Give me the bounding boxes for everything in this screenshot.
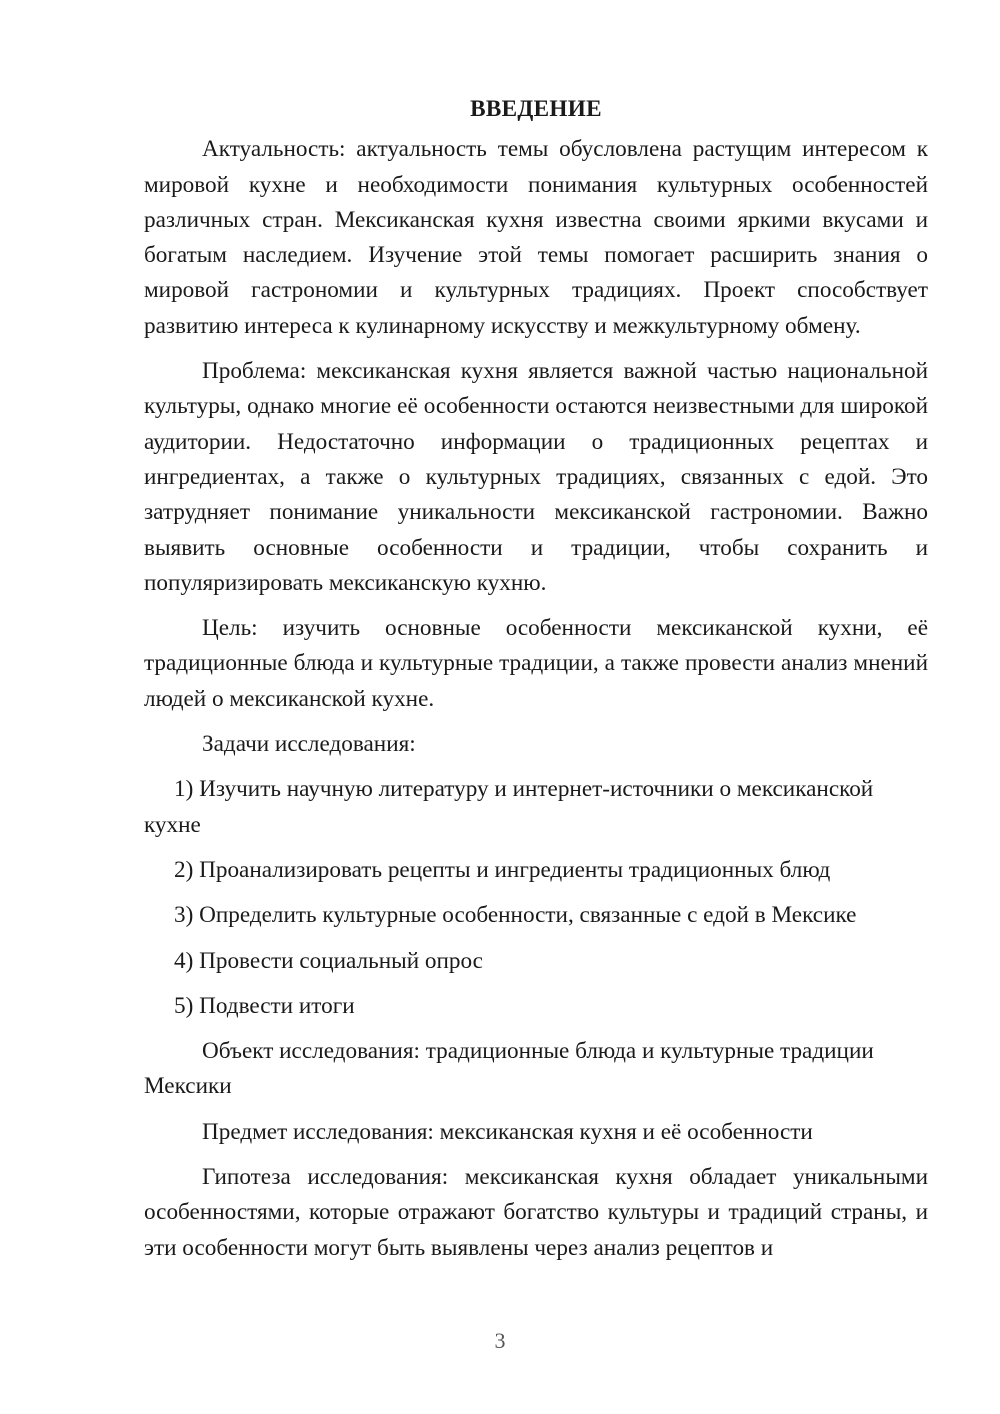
task-item-4: 4) Провести социальный опрос [174,947,483,974]
relevance-paragraph: Актуальность: актуальность темы обусловлена растущим интересом к мировой кухне и необходимости понимания культурных особенностей различных стран. Мексиканская кухня известна своими яркими вкусами и богатым наследием. Изучение этой темы помогает расширить знания о мировой гастрономии и культурных традициях. Проект способствует развитию интереса к кулинарному искусству и межкультурному обмену. [144,136,928,339]
goal-paragraph: Цель: изучить основные особенности мексиканской кухни, её традиционные блюда и культурные традиции, а также провести анализ мнений людей о мексиканской кухне. [144,615,928,712]
object-paragraph: Объект исследования: традиционные блюда и культурные традиции Мексики [144,1038,874,1100]
task-item-1: 1) Изучить научную литературу и интернет-источники о мексиканской кухне [144,776,874,838]
page-title: ВВЕДЕНИЕ [470,96,602,122]
subject-paragraph: Предмет исследования: мексиканская кухня и её особенности [202,1118,813,1145]
task-item-5: 5) Подвести итоги [174,992,355,1019]
document-page [144,92,928,1276]
problem-paragraph: Проблема: мексиканская кухня является важной частью национальной культуры, однако многие её особенности остаются неизвестными для широкой аудитории. Недостаточно информации о традиционных рецептах и ингредиентах, а также о культурных традициях, связанных с едой. Это затрудняет понимание уникальности мексиканской гастрономии. Важно выявить основные особенности и традиции, чтобы сохранить и популяризировать мексиканскую кухню. [144,358,928,596]
tasks-heading: Задачи исследования: [202,731,416,758]
task-item-2: 2) Проанализировать рецепты и ингредиенты традиционных блюд [174,856,831,883]
task-item-3: 3) Определить культурные особенности, связанные с едой в Мексике [174,902,857,929]
hypothesis-paragraph: Гипотеза исследования: мексиканская кухня обладает уникальными особенностями, которые отражают богатство культуры и традиций страны, и эти особенности могут быть выявлены через анализ рецептов и [144,1164,928,1261]
page-number: 3 [494,1328,506,1353]
